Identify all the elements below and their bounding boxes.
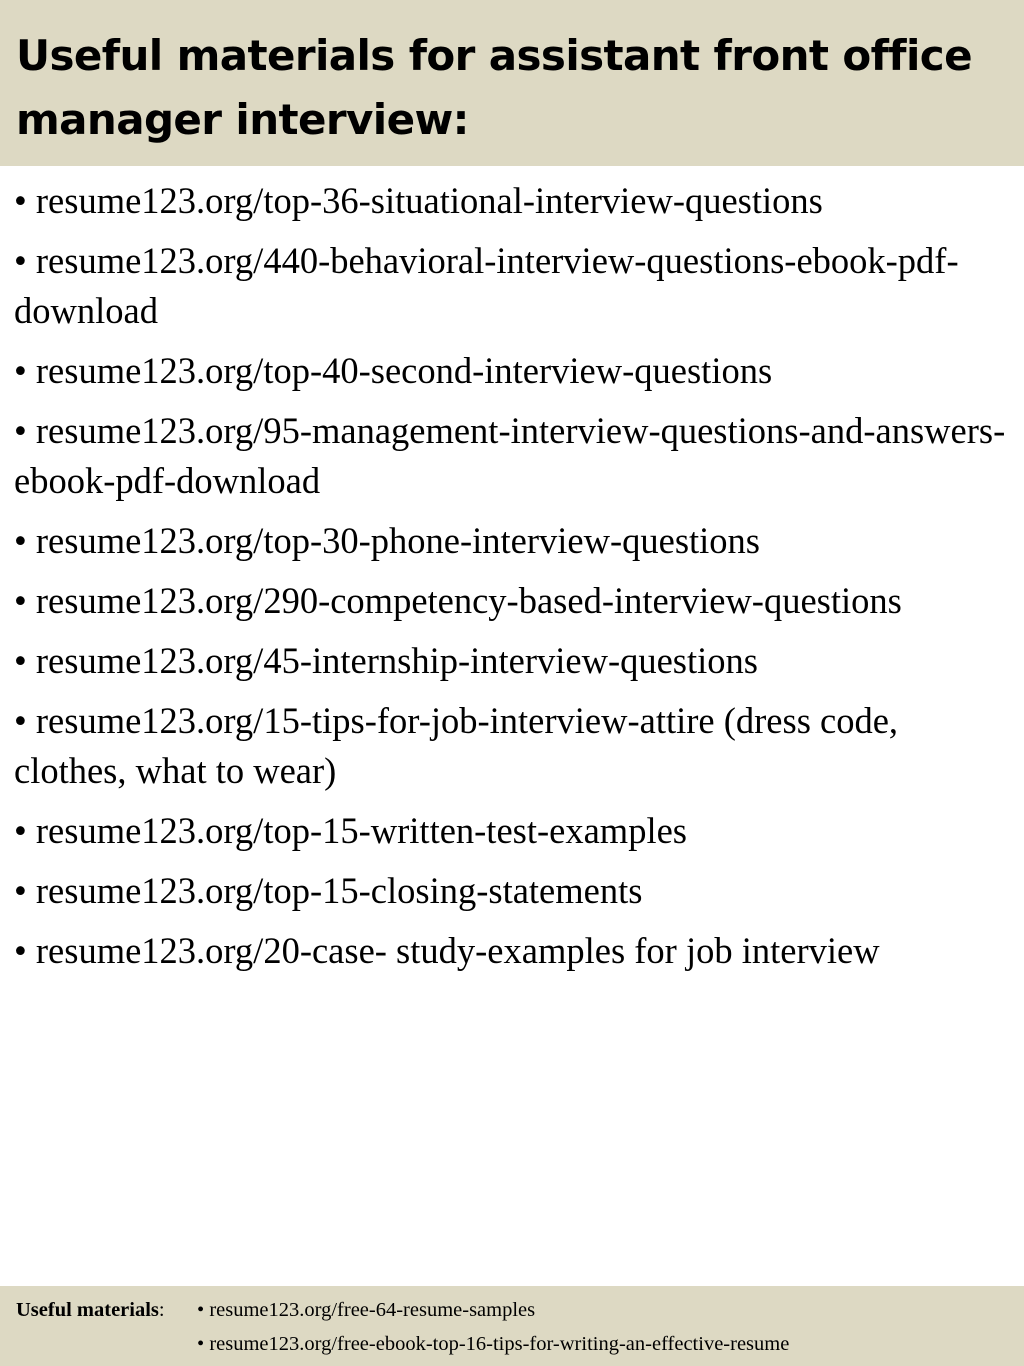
list-item	[14, 696, 1016, 796]
bullet-icon: •	[14, 870, 27, 911]
bullet-icon: •	[197, 1333, 205, 1355]
footer-label-text: Useful materials	[16, 1299, 159, 1321]
list-item	[14, 806, 1016, 856]
title-band	[0, 0, 1024, 166]
list-item-link[interactable]: resume123.org/20-case- study-examples for job interview	[35, 930, 880, 971]
list-item-link[interactable]: resume123.org/440-behavioral-interview-questions-ebook-pdf-download	[14, 240, 959, 331]
bullet-icon: •	[14, 240, 27, 281]
bullet-icon: •	[14, 580, 27, 621]
list-item-link[interactable]: resume123.org/95-management-interview-questions-and-answers-ebook-pdf-download	[14, 410, 1006, 501]
list-item-link[interactable]: resume123.org/290-competency-based-interview-questions	[35, 580, 902, 621]
footer-link-item	[197, 1293, 789, 1327]
footer-link-item	[197, 1327, 789, 1361]
bullet-icon: •	[14, 640, 27, 681]
bullet-icon: •	[14, 930, 27, 971]
bullet-icon: •	[197, 1299, 205, 1321]
bullet-icon: •	[14, 410, 27, 451]
footer-label	[16, 1298, 165, 1322]
list-item-link[interactable]: resume123.org/top-30-phone-interview-questions	[35, 520, 761, 561]
footer-link[interactable]: resume123.org/free-ebook-top-16-tips-for-writing-an-effective-resume	[209, 1333, 790, 1355]
footer-links	[197, 1293, 789, 1361]
bullet-icon: •	[14, 180, 27, 221]
list-item	[14, 176, 1016, 226]
list-item-link[interactable]: resume123.org/top-40-second-interview-questions	[35, 350, 773, 391]
footer-band	[0, 1286, 1024, 1366]
list-item-link[interactable]: resume123.org/45-internship-interview-questions	[35, 640, 758, 681]
list-item	[14, 636, 1016, 686]
footer-link[interactable]: resume123.org/free-64-resume-samples	[209, 1299, 536, 1321]
list-item-link[interactable]: resume123.org/top-36-situational-interview-questions	[35, 180, 823, 221]
footer-label-separator: :	[158, 1299, 165, 1321]
list-item	[14, 576, 1016, 626]
list-item	[14, 926, 1016, 976]
list-item	[14, 866, 1016, 916]
list-item-link[interactable]: resume123.org/15-tips-for-job-interview-attire (dress code, clothes, what to wear)	[14, 700, 899, 791]
bullet-icon: •	[14, 350, 27, 391]
list-item	[14, 236, 1016, 336]
list-item	[14, 516, 1016, 566]
list-item	[14, 346, 1016, 396]
bullet-icon: •	[14, 810, 27, 851]
materials-list	[14, 176, 1016, 986]
page-title: Useful materials for assistant front office manager interview:	[16, 31, 972, 144]
bullet-icon: •	[14, 520, 27, 561]
list-item-link[interactable]: resume123.org/top-15-closing-statements	[35, 870, 643, 911]
list-item-link[interactable]: resume123.org/top-15-written-test-examples	[35, 810, 687, 851]
bullet-icon: •	[14, 700, 27, 741]
list-item	[14, 406, 1016, 506]
